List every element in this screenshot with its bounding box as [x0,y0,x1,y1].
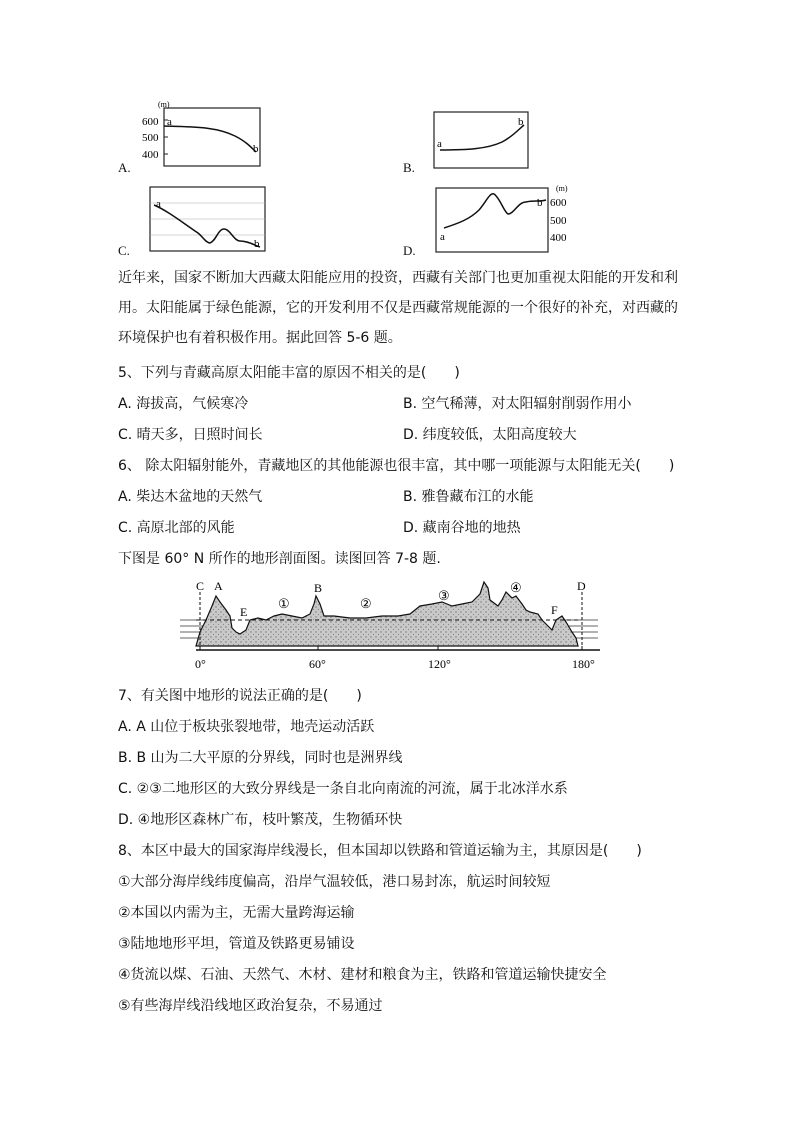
region-2: ② [360,596,372,611]
option-a-tick-500: 500 [142,132,159,144]
q8-item-2: ②本国以内需为主，无需大量跨海运输 [118,905,355,921]
option-b-profile-line [440,125,524,150]
option-a-chart [140,96,270,174]
q8-stem: 8、本区中最大的国家海岸线漫长，但本国却以铁路和管道运输为主，其原因是( ) [118,843,642,859]
option-b-start: a [437,138,442,150]
q7-stem: 7、有关图中地形的说法正确的是( ) [118,688,362,704]
option-b-end: b [518,116,524,128]
q7-option-c: C. ②③二地形区的大致分界线是一条自北向南流的河流，属于北冰洋水系 [118,781,568,797]
intro-line-1: 近年来，国家不断加大西藏太阳能应用的投资，西藏有关部门也更加重视太阳能的开发和利 [118,270,678,286]
q8-item-5: ⑤有些海岸线沿线地区政治复杂，不易通过 [118,998,383,1014]
option-d-profile-line [444,194,546,228]
q6-stem: 6、 除太阳辐射能外，青藏地区的其他能源也很丰富，其中哪一项能源与太阳能无关( ) [118,458,675,474]
q8-item-4: ④货流以煤、石油、天然气、木材、建材和粮食为主，铁路和管道运输快捷安全 [118,967,607,983]
q6-option-c: C. 高原北部的风能 [118,520,235,536]
option-a-start: a [167,116,172,128]
profile-intro: 下图是 60° N 所作的地形剖面图。读图回答 7-8 题. [118,551,441,567]
tick-180: 180° [572,657,595,671]
intro-line-3: 环境保护也有着积极作用。据此回答 5-6 题。 [118,330,402,346]
label-c: C [196,579,205,593]
label-a: A [214,579,223,593]
option-d-start: a [440,231,445,243]
option-a-tick-600: 600 [142,116,159,128]
option-c-profile-line [154,205,260,247]
option-c-chart [148,185,268,255]
q6-option-b: B. 雅鲁藏布江的水能 [403,489,534,505]
q5-option-d: D. 纬度较低，太阳高度较大 [403,427,577,443]
option-d-tick-500: 500 [550,215,567,227]
option-a-label: A. [118,160,131,175]
option-a-tick-400: 400 [142,149,159,161]
q5-option-b: B. 空气稀薄，对太阳辐射削弱作用小 [403,396,632,412]
label-e: E [240,605,248,619]
option-a-profile-line [164,126,256,152]
intro-line-2: 用。太阳能属于绿色能源，它的开发利用不仅是西藏常规能源的一个很好的补充，对西藏的 [118,300,678,316]
option-d-end: b [537,197,543,209]
region-1: ① [278,596,290,611]
q5-stem: 5、下列与青藏高原太阳能丰富的原因不相关的是( ) [118,365,460,381]
q8-item-3: ③陆地地形平坦，管道及铁路更易铺设 [118,936,355,952]
option-d-unit: (m) [556,184,568,193]
option-d-tick-600: 600 [550,197,567,209]
q7-option-d: D. ④地形区森林广布，枝叶繁茂，生物循环快 [118,812,403,828]
option-a-end: b [253,143,259,155]
option-c-start: a [156,198,161,210]
q6-option-d: D. 藏南谷地的地热 [403,520,521,536]
label-f: F [551,603,558,617]
q5-option-c: C. 晴天多，日照时间长 [118,427,263,443]
option-c-end: b [254,238,260,250]
q6-option-a: A. 柴达木盆地的天然气 [118,489,263,505]
region-3: ③ [438,588,450,603]
q7-option-b: B. B 山为二大平原的分界线，同时也是洲界线 [118,750,403,766]
option-d-label: D. [403,243,416,258]
option-c-label: C. [118,243,130,258]
terrain-profile-diagram [170,576,610,680]
region-4: ④ [510,580,522,595]
option-d-tick-400: 400 [550,232,567,244]
tick-0: 0° [195,657,206,671]
q7-option-a: A. A 山位于板块张裂地带，地壳运动活跃 [118,719,375,735]
label-b: B [314,581,323,595]
tick-60: 60° [309,657,326,671]
option-b-label: B. [403,160,415,175]
q5-option-a: A. 海拔高，气候寒冷 [118,396,249,412]
option-b-chart [432,110,532,172]
option-a-unit: (m) [158,100,170,109]
tick-120: 120° [428,657,451,671]
q8-item-1: ①大部分海岸线纬度偏高，沿岸气温较低，港口易封冻，航运时间较短 [118,874,551,890]
label-d: D [577,579,586,593]
option-d-chart [434,176,582,256]
